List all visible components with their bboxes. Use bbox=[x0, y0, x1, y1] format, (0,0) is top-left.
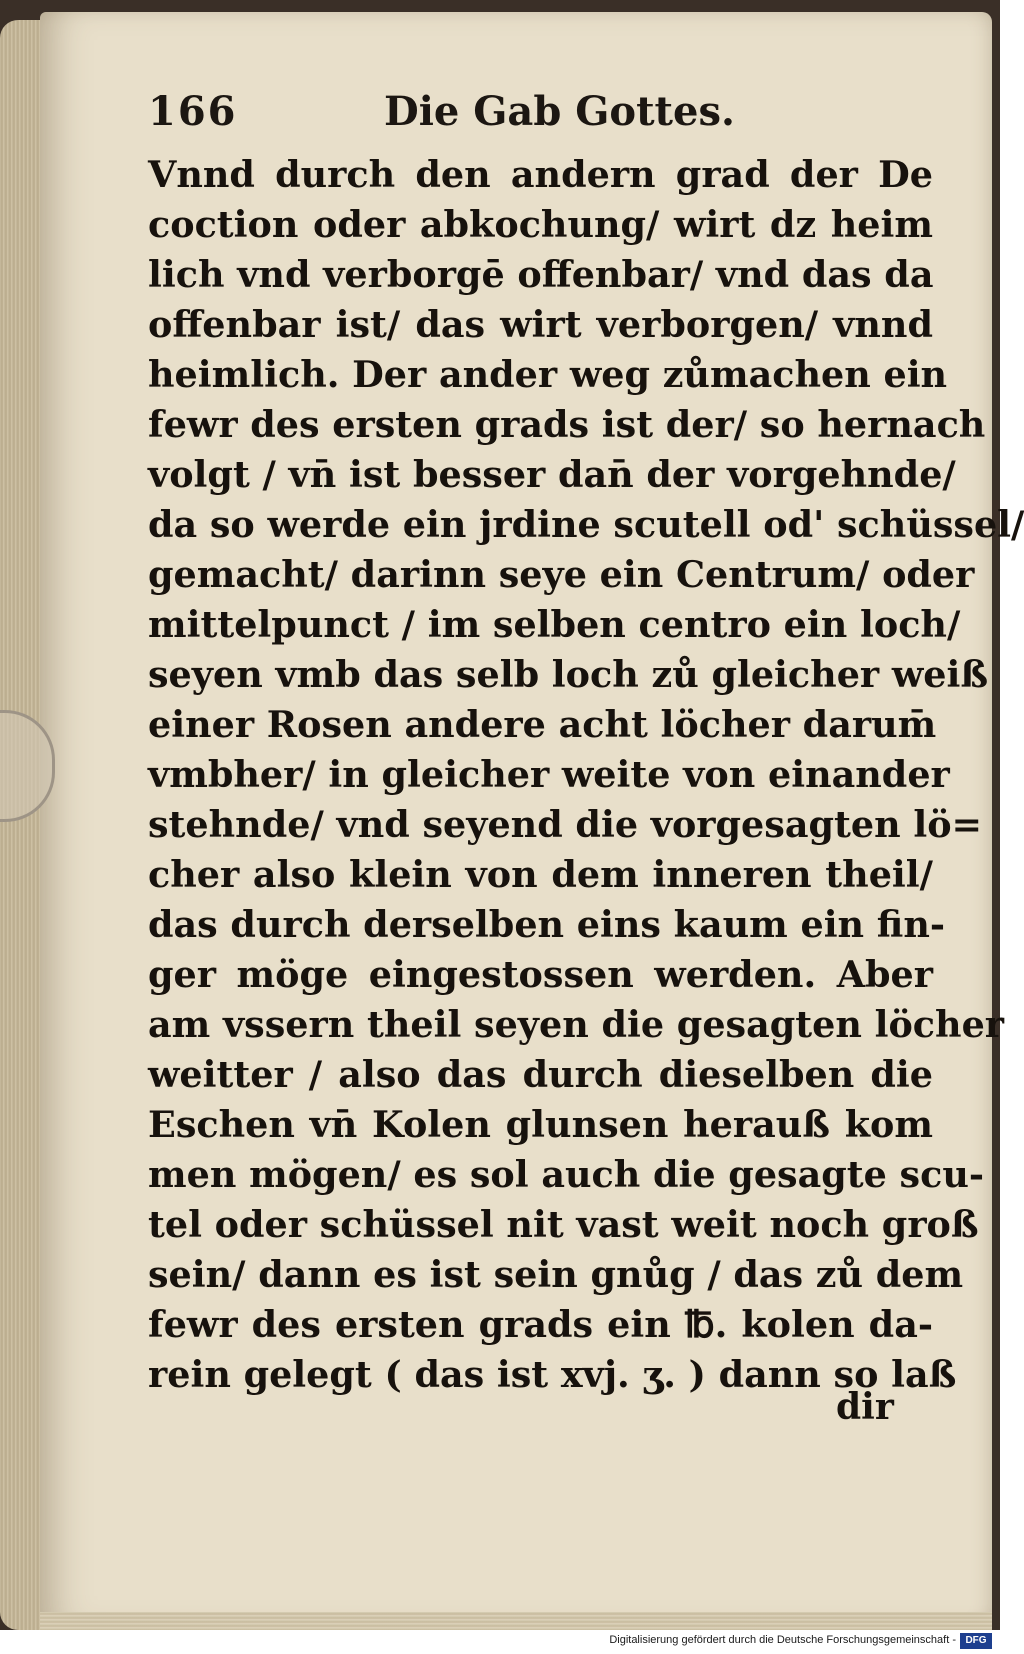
text-line: am vssern theil seyen die gesagten löcher bbox=[148, 1003, 1005, 1046]
text-line: volgt / vn̄ ist besser dan̄ der vorgehnde/ bbox=[148, 453, 956, 496]
text-line: heimlich. Der ander weg zůmachen ein bbox=[148, 353, 948, 396]
text-line: weitter / also das durch dieselben die bbox=[148, 1053, 933, 1096]
text-line: offenbar ist/ das wirt verborgen/ vnnd bbox=[148, 303, 933, 346]
page-header bbox=[148, 88, 908, 148]
page-bottom-edges bbox=[40, 1612, 992, 1630]
text-line: Vnnd durch den andern grad der De bbox=[148, 153, 933, 196]
text-line: fewr des ersten grads ein ℔. kolen da- bbox=[148, 1303, 933, 1346]
footer-bar bbox=[0, 1630, 1000, 1654]
text-line: da so werde ein jrdine scutell od' schüssel/ bbox=[148, 503, 1024, 546]
digitization-credit: Digitalisierung gefördert durch die Deutsche Forschungsgemeinschaft - bbox=[609, 1634, 956, 1646]
text-line: seyen vmb das selb loch zů gleicher weiß bbox=[148, 653, 989, 696]
text-line: stehnde/ vnd seyend die vorgesagten lö= bbox=[148, 803, 983, 846]
page-number: 166 bbox=[148, 88, 238, 135]
text-line: vmbher/ in gleicher weite von einander bbox=[148, 753, 950, 796]
running-title: Die Gab Gottes. bbox=[384, 88, 735, 135]
text-line: rein gelegt ( das ist xvj. ʒ. ) dann so laß bbox=[148, 1353, 957, 1396]
text-line: fewr des ersten grads ist der/ so hernach bbox=[148, 403, 986, 446]
text-line: das durch derselben eins kaum ein fin- bbox=[148, 903, 946, 946]
text-line: coction oder abkochung/ wirt dz heim bbox=[148, 203, 933, 246]
text-line: tel oder schüssel nit vast weit noch groß bbox=[148, 1203, 979, 1246]
text-line: ger möge eingestossen werden. Aber bbox=[148, 953, 933, 996]
text-line: men mögen/ es sol auch die gesagte scu- bbox=[148, 1153, 985, 1196]
text-line: einer Rosen andere acht löcher darum̄ bbox=[148, 703, 937, 746]
text-line: lich vnd verborgē offenbar/ vnd das da bbox=[148, 253, 934, 296]
text-line: cher also klein von dem inneren theil/ bbox=[148, 853, 933, 896]
text-line: mittelpunct / im selben centro ein loch/ bbox=[148, 603, 961, 646]
text-line: gemacht/ darinn seye ein Centrum/ oder bbox=[148, 553, 975, 596]
body-text bbox=[148, 150, 1024, 1400]
catchword: dir bbox=[836, 1386, 894, 1428]
text-line: Eschen vn̄ Kolen glunsen herauß kom bbox=[148, 1103, 933, 1146]
dfg-logo[interactable]: DFG bbox=[960, 1633, 992, 1649]
text-line: sein/ dann es ist sein gnůg / das zů dem bbox=[148, 1253, 964, 1296]
